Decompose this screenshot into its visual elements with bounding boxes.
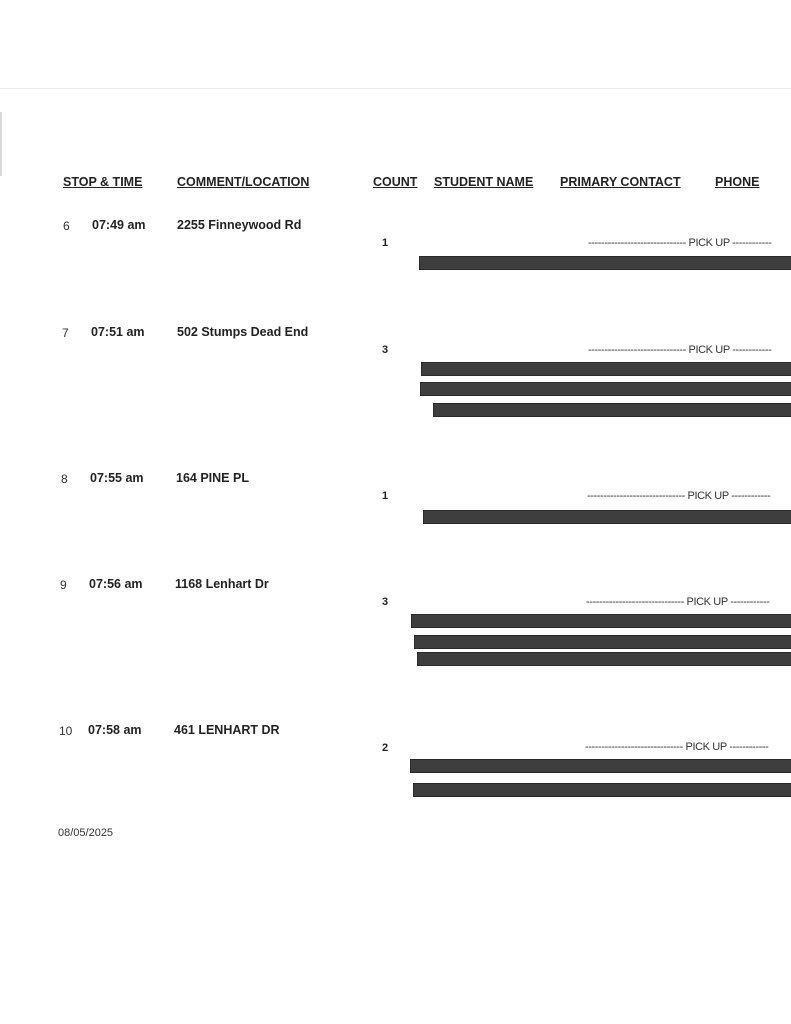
student-count: 1	[382, 490, 389, 502]
stop-number: 6	[63, 219, 70, 233]
stop-time: 07:58 am	[88, 723, 142, 737]
stop-time: 07:51 am	[91, 325, 145, 339]
stop-number: 8	[61, 472, 68, 486]
redacted-row	[433, 403, 791, 417]
stop-location: 1168 Lenhart Dr	[175, 577, 269, 591]
pickup-label: ------------------------------ PICK UP ------------	[586, 596, 770, 608]
redacted-row	[417, 652, 791, 666]
stop-time: 07:56 am	[89, 577, 143, 591]
stop-location: 502 Stumps Dead End	[177, 325, 309, 339]
stop-time: 07:49 am	[92, 218, 146, 232]
pickup-label: ------------------------------ PICK UP ------------	[588, 237, 772, 249]
redacted-row	[421, 362, 791, 376]
header-count: COUNT	[373, 175, 418, 189]
stop-number: 10	[59, 724, 73, 738]
stop-number: 7	[62, 326, 69, 340]
student-count: 1	[382, 237, 389, 249]
pickup-label: ------------------------------ PICK UP ------------	[587, 490, 771, 502]
redacted-row	[413, 783, 791, 797]
redacted-row	[420, 382, 791, 396]
redacted-row	[414, 635, 791, 649]
scan-edge-line	[0, 88, 791, 89]
header-student-name: STUDENT NAME	[434, 175, 534, 189]
stop-location: 2255 Finneywood Rd	[177, 218, 302, 232]
header-primary-contact: PRIMARY CONTACT	[560, 175, 681, 189]
redacted-row	[419, 256, 791, 270]
stop-location: 164 PINE PL	[176, 471, 249, 485]
stop-location: 461 LENHART DR	[174, 723, 280, 737]
stop-time: 07:55 am	[90, 471, 144, 485]
stop-number: 9	[60, 578, 67, 592]
redacted-row	[423, 510, 791, 524]
redacted-row	[410, 759, 791, 773]
header-phone: PHONE	[715, 175, 760, 189]
student-count: 3	[382, 596, 389, 608]
pickup-label: ------------------------------ PICK UP ------------	[588, 344, 772, 356]
pickup-label: ------------------------------ PICK UP ------------	[585, 741, 769, 753]
student-count: 2	[382, 742, 389, 754]
header-stop-time: STOP & TIME	[63, 175, 143, 189]
header-comment-location: COMMENT/LOCATION	[177, 175, 310, 189]
student-count: 3	[382, 344, 389, 356]
redacted-row	[411, 614, 791, 628]
print-date: 08/05/2025	[58, 827, 114, 839]
scan-margin-mark	[0, 112, 2, 176]
